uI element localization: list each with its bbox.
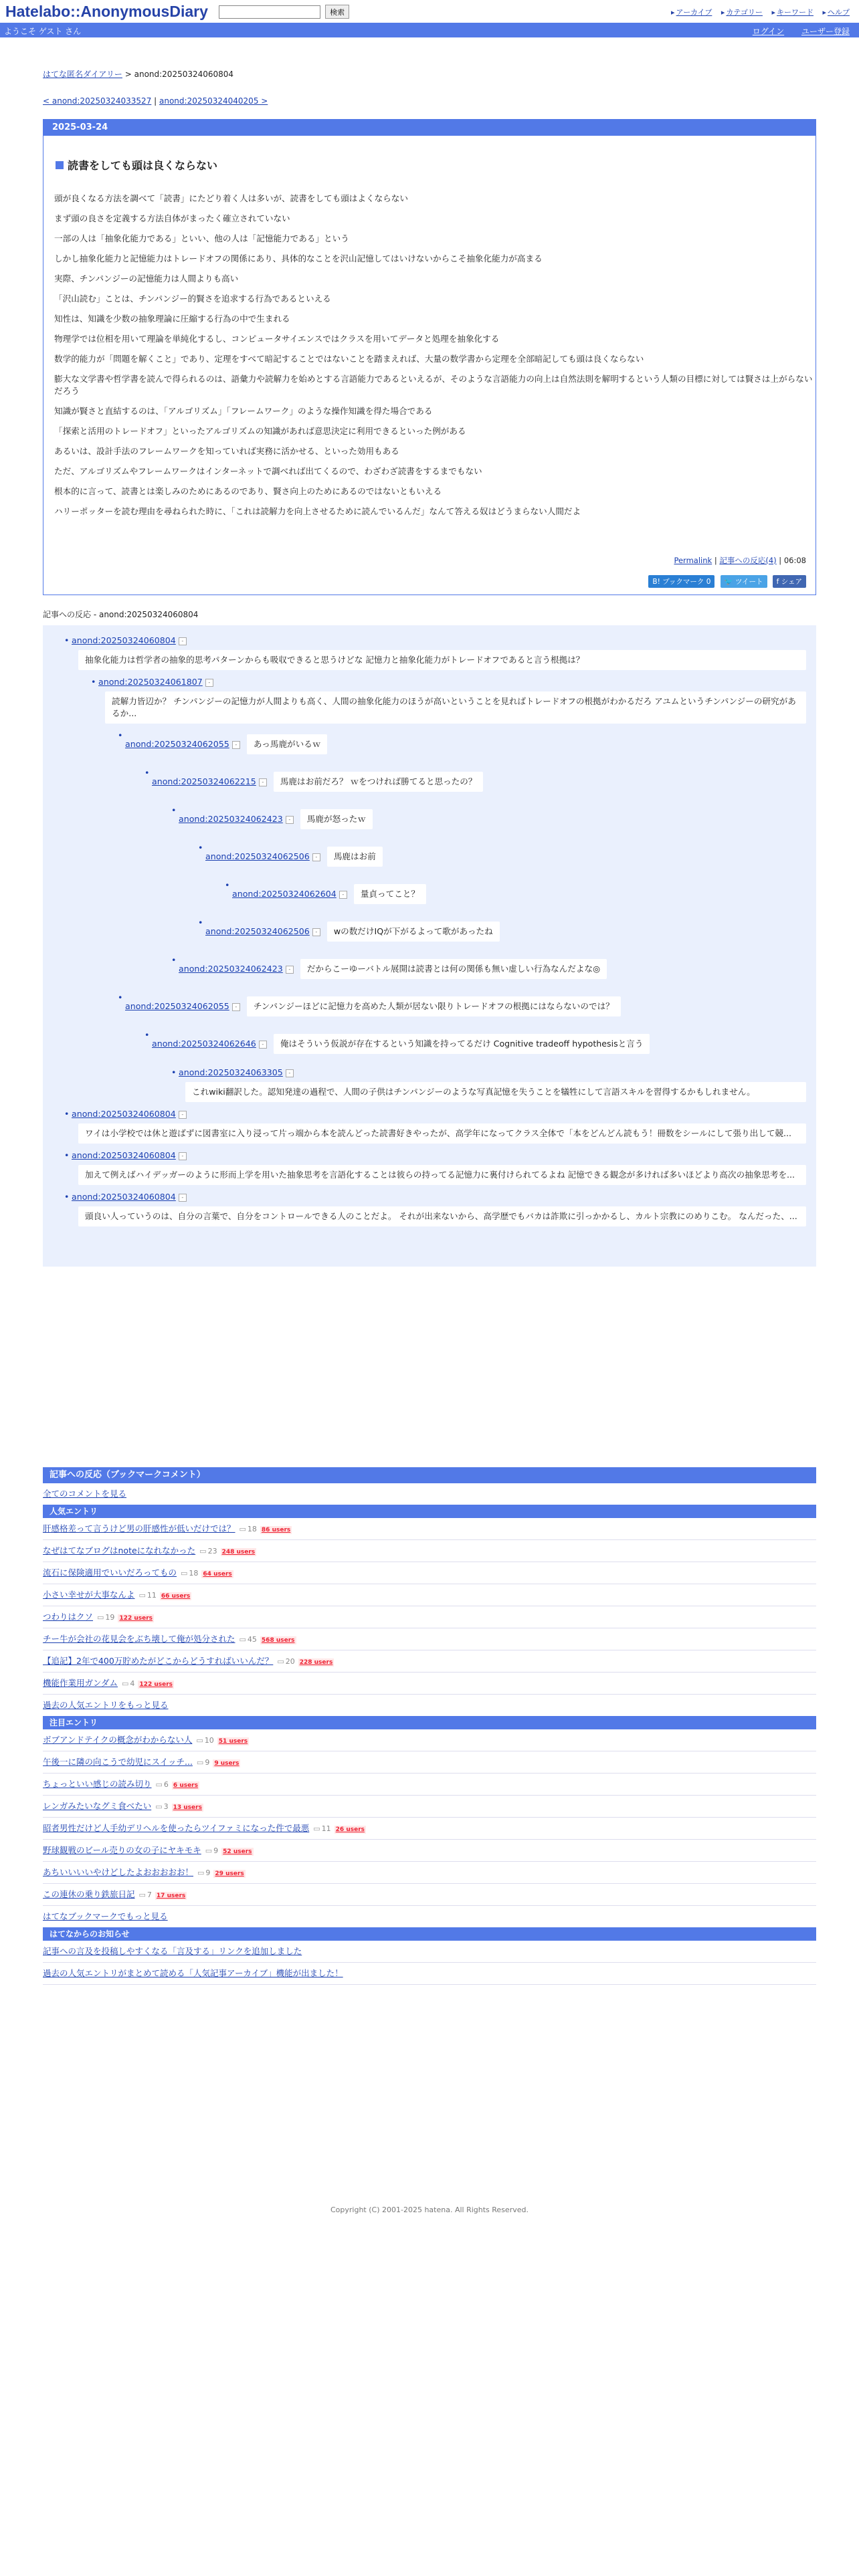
entry-row <box>43 1884 816 1906</box>
user-bar <box>0 23 859 37</box>
article-date: 2025-03-24 <box>43 120 816 136</box>
top-bar <box>0 0 859 23</box>
entry-row <box>43 1540 816 1562</box>
article <box>43 119 816 595</box>
prev-entry-link[interactable]: < anond:20250324033527 <box>43 96 152 106</box>
keyword-link[interactable]: ▸ キーワード <box>771 8 814 17</box>
comment-count: ▭ 9 <box>205 1840 218 1862</box>
popular-more-link[interactable]: 過去の人気エントリをもっと見る <box>43 1700 169 1710</box>
bookmark-users-badge[interactable]: 6 users <box>173 1782 198 1789</box>
reaction-section <box>43 609 859 620</box>
reaction-node <box>72 1192 806 1226</box>
reaction-link[interactable]: • anond:20250324061807 <box>98 677 203 687</box>
reaction-link[interactable]: • anond:20250324060804 <box>72 1192 176 1202</box>
facebook-share-button[interactable] <box>773 575 806 588</box>
permalink[interactable]: Permalink <box>674 556 712 565</box>
news-row <box>43 1941 816 1963</box>
reaction-excerpt: チンパンジーほどに記憶力を高めた人類が居ない限りトレードオフの根拠にはならないのでは？ <box>247 996 621 1016</box>
entry-row <box>43 1774 816 1796</box>
popular-list <box>43 1518 816 1695</box>
comment-count: ▭ 11 <box>313 1818 330 1840</box>
bookmark-users-badge[interactable]: 26 users <box>335 1826 365 1833</box>
reactions-link[interactable]: 記事への反応(4) <box>719 556 777 565</box>
entry-title-link[interactable]: 【追記】2年で400万貯めたがどこからどうすればいいんだ？ <box>43 1656 274 1666</box>
comment-count: ▭ 10 <box>196 1730 213 1751</box>
entry-title-link[interactable]: 昭者男性だけど人手幼デリヘルを使ったらツイファミになった件で最悪 <box>43 1823 310 1833</box>
comment-count: ▭ 6 <box>156 1774 169 1796</box>
reaction-node <box>152 1030 806 1061</box>
comment-count: ▭ 9 <box>197 1862 210 1884</box>
register-link[interactable]: ユーザー登録 <box>801 27 850 36</box>
bookmark-users-badge[interactable]: 64 users <box>203 1571 232 1578</box>
news-link[interactable]: 記事への言及を投稿しやすくなる「言及する」リンクを追加しました <box>43 1946 302 1956</box>
reaction-excerpt: だからこーゆーバトル展開は読書とは何の関係も無い虚しい行為なんだよな◎ <box>300 959 607 979</box>
entry-row <box>43 1862 816 1884</box>
bookmark-users-badge[interactable]: 86 users <box>261 1527 291 1533</box>
article-paragraph: しかし抽象化能力と記憶能力はトレードオフの関係にあり、具体的なことを沢山記憶してはいけないからこそ抽象化能力が高まる <box>54 253 543 263</box>
comment-count: ▭ 4 <box>122 1673 134 1695</box>
collapse-toggle-icon[interactable]: - <box>232 1003 240 1011</box>
collapse-toggle-icon[interactable]: - <box>179 637 187 645</box>
article-paragraph: 「探索と活用のトレードオフ」といったアルゴリズムの知識があれば意思決定に利用できるといった例がある <box>54 426 466 436</box>
reaction-link[interactable]: • anond:20250324062604 <box>232 889 337 899</box>
reaction-link[interactable]: • anond:20250324062055 <box>125 1001 229 1011</box>
collapse-toggle-icon[interactable]: - <box>259 778 267 786</box>
breadcrumb-sep: > <box>122 70 134 79</box>
collapse-toggle-icon[interactable]: - <box>179 1194 187 1202</box>
article-paragraph: 一部の人は「抽象化能力である」といい、他の人は「記憶能力である」という <box>54 233 349 243</box>
collapse-toggle-icon[interactable]: - <box>286 816 294 824</box>
reaction-excerpt: ワイは小学校では休と遊ばずに図書室に入り浸って片っ端から本を読んどった読書好きやったが、高学年になってクラス全体で「本をどんどん読もう！冊数をシールにして張り出して競... <box>78 1123 806 1144</box>
welcome-text: ようこそ ゲスト さん <box>4 27 82 36</box>
sidebar-sections <box>43 1467 816 1985</box>
reaction-link[interactable]: • anond:20250324062646 <box>152 1039 256 1049</box>
comment-count: ▭ 23 <box>199 1541 217 1562</box>
bookmark-users-badge[interactable]: 228 users <box>299 1659 333 1666</box>
entry-title-link[interactable]: この連休の乗り鉄旅日記 <box>43 1889 135 1899</box>
reaction-excerpt: 抽象化能力は哲学者の抽象的思考パターンからも吸収できると思うけどな 記憶力と抽象化能力がトレードオフであると言う根拠は？ <box>78 650 806 670</box>
reaction-excerpt: 馬鹿が怒ったｗ <box>300 809 373 829</box>
reaction-tree <box>43 625 816 1267</box>
reaction-node <box>179 955 806 986</box>
reaction-node <box>98 677 806 724</box>
comment-count: ▭ 45 <box>240 1629 257 1650</box>
reaction-excerpt: 読解力皆辺か？ チンパンジーの記憶力が人間よりも高く、人間の抽象化能力のほうが高いということを見ればトレードオフの根拠がわかるだろ アユムというチンパンジーの研究があるか... <box>105 691 806 724</box>
reaction-node <box>179 1067 806 1102</box>
reaction-node <box>72 1150 806 1185</box>
reaction-link[interactable]: • anond:20250324062506 <box>205 926 310 936</box>
article-paragraph: 根本的に言って、読書とは楽しみのためにあるのであり、賢さ向上のためにあるのではないともいえる <box>54 486 442 496</box>
entry-row <box>43 1584 816 1606</box>
reaction-excerpt: wの数だけIQが下がるよって歌があったね <box>327 922 500 942</box>
reaction-link[interactable]: • anond:20250324060804 <box>72 635 176 645</box>
collapse-toggle-icon[interactable]: - <box>286 1069 294 1077</box>
title-square-icon <box>56 161 64 169</box>
bookmark-users-badge[interactable]: 51 users <box>218 1738 248 1745</box>
reaction-node <box>205 918 806 948</box>
reaction-link[interactable]: • anond:20250324062423 <box>179 964 283 974</box>
entry-title-link[interactable]: つわりはクソ <box>43 1612 94 1622</box>
collapse-toggle-icon[interactable]: - <box>179 1152 187 1160</box>
hatena-bookmark-button[interactable]: B! ブックマーク 0 <box>648 575 714 588</box>
collapse-toggle-icon[interactable]: - <box>312 928 320 936</box>
share-buttons <box>43 575 806 588</box>
reaction-excerpt: これwiki翻訳した。認知発達の過程で、人間の子供はチンパンジーのような写真記憶を失うことを犠牲にして言語スキルを習得するかもしれません。 <box>185 1082 806 1102</box>
entry-title-link[interactable]: 流石に保険適用でいいだろってもの <box>43 1568 177 1578</box>
site-logo[interactable]: Hatelabo::AnonymousDiary <box>5 3 208 20</box>
collapse-toggle-icon[interactable]: - <box>259 1041 267 1049</box>
collapse-toggle-icon[interactable]: - <box>339 891 347 899</box>
reaction-node <box>232 880 806 911</box>
tweet-label: ツイート <box>735 578 763 586</box>
reaction-node <box>125 992 806 1023</box>
entry-row <box>43 1650 816 1673</box>
entry-title-link[interactable]: なぜはてなブログはnoteになれなかった <box>43 1545 196 1555</box>
entry-title-link[interactable]: ちょっといい感じの読み切り <box>43 1779 152 1789</box>
bookmark-users-badge[interactable]: 66 users <box>161 1593 191 1600</box>
login-link[interactable]: ログイン <box>752 27 785 36</box>
article-paragraph: あるいは、設計手法のフレームワークを知っていれば実務に活かせる、といった効用もある <box>54 446 399 456</box>
reaction-excerpt: 馬鹿はお前 <box>327 847 383 867</box>
entry-title-link[interactable]: あちいいいいやけどしたよおおおおお！ <box>43 1867 194 1877</box>
article-time: 06:08 <box>783 556 806 565</box>
comment-count: ▭ 11 <box>139 1585 157 1606</box>
entry-title-link[interactable]: 小さい幸せが大事なんよ <box>43 1590 135 1600</box>
reaction-link[interactable]: • anond:20250324060804 <box>72 1150 176 1160</box>
reaction-node <box>205 843 806 873</box>
entry-title-link[interactable]: 午後一に隣の向こうで幼児にスイッチ... <box>43 1757 193 1767</box>
news-row <box>43 1963 816 1985</box>
entry-title-link[interactable]: レンガみたいなグミ食べたい <box>43 1801 152 1811</box>
archive-link[interactable]: ▸ アーカイブ <box>671 8 712 17</box>
collapse-toggle-icon[interactable]: - <box>286 966 294 974</box>
comment-count: ▭ 20 <box>277 1651 294 1673</box>
collapse-toggle-icon[interactable]: - <box>312 853 320 861</box>
entry-title-link[interactable]: 機能作業用ガンダム <box>43 1678 118 1688</box>
search-form <box>219 5 349 19</box>
notable-heading: 注目エントリ <box>43 1716 816 1729</box>
reaction-heading: 記事への反応 - anond:20250324060804 <box>43 610 199 619</box>
bookmark-users-badge[interactable]: 122 users <box>119 1615 153 1622</box>
article-paragraph: 知性は、知識を少数の抽象理論に圧縮する行為の中で生まれる <box>54 314 290 324</box>
bookmark-users-badge[interactable]: 9 users <box>214 1760 240 1767</box>
bookmark-users-badge[interactable]: 29 users <box>215 1870 244 1877</box>
reaction-node <box>125 730 806 761</box>
news-link[interactable]: 過去の人気エントリがまとめて読める「人気記事アーカイブ」機能が出ました！ <box>43 1968 343 1978</box>
entry-row <box>43 1818 816 1840</box>
bookmark-users-badge[interactable]: 52 users <box>223 1848 252 1855</box>
reaction-link[interactable]: • anond:20250324062506 <box>205 851 310 861</box>
reaction-link[interactable]: • anond:20250324062215 <box>152 776 256 786</box>
reaction-excerpt: あっ馬鹿がいるｗ <box>247 734 328 754</box>
collapse-toggle-icon[interactable]: - <box>232 741 240 749</box>
entry-row <box>43 1518 816 1540</box>
reaction-excerpt: 加えて例えばハイデッガーのように形而上学を用いた抽象思考を言語化することは彼らの持ってる記憶力に裏付けられてるよね 記憶できる観念が多ければ多いほどより高次の抽象思考を... <box>78 1165 806 1185</box>
reaction-node <box>152 768 806 798</box>
bookmark-users-badge[interactable]: 122 users <box>139 1681 173 1688</box>
article-body <box>54 193 816 518</box>
entry-title-link[interactable]: チー牛が会社の花見会をぶち壊して俺が処分された <box>43 1634 235 1644</box>
entry-row <box>43 1606 816 1628</box>
comment-count: ▭ 3 <box>155 1796 168 1818</box>
prev-next-nav <box>43 96 816 106</box>
breadcrumb <box>43 68 816 80</box>
comment-count: ▭ 18 <box>181 1563 198 1584</box>
facebook-icon: f <box>776 578 781 586</box>
reaction-excerpt: 量貞ってこと？ <box>354 884 426 904</box>
comment-count: ▭ 7 <box>139 1885 152 1906</box>
entry-row <box>43 1840 816 1862</box>
reaction-node <box>72 1109 806 1144</box>
main-content <box>43 68 816 595</box>
news-list <box>43 1941 816 1985</box>
bookmark-users-badge[interactable]: 568 users <box>261 1637 295 1644</box>
reaction-node <box>179 805 806 836</box>
tweet-button[interactable] <box>721 575 767 588</box>
article-paragraph: 数学的能力が「問題を解くこと」であり、定理をすべて暗記することではないことを踏まえれば、大量の数学書から定理を全部暗記しても頭は良くならない <box>54 354 644 364</box>
search-input[interactable] <box>219 5 320 19</box>
collapse-toggle-icon[interactable]: - <box>179 1111 187 1119</box>
twitter-icon: 🐦 <box>724 578 736 586</box>
entry-title-link[interactable]: 肝感格差って言うけど男の肝感性が低いだけでは？ <box>43 1523 235 1533</box>
article-paragraph: 「沢山読む」ことは、チンパンジー的賢さを追求する行為であるといえる <box>54 294 331 304</box>
entry-row <box>43 1628 816 1650</box>
comment-count: ▭ 9 <box>197 1752 209 1774</box>
search-button[interactable]: 検索 <box>325 5 349 19</box>
entry-row <box>43 1673 816 1695</box>
user-links <box>738 25 850 37</box>
article-title-text: 読書をしても頭は良くならない <box>68 159 218 172</box>
article-title <box>56 157 816 173</box>
breadcrumb-current: anond:20250324060804 <box>134 70 234 79</box>
popular-more-row <box>43 1695 816 1716</box>
article-paragraph: 頭が良くなる方法を調べて「読書」にたどり着く人は多いが、読書をしても頭はよくならない <box>54 193 408 203</box>
popular-heading: 人気エントリ <box>43 1505 816 1518</box>
notable-more-row <box>43 1906 816 1927</box>
reaction-link[interactable]: • anond:20250324062055 <box>125 739 229 749</box>
article-paragraph: 知識が賢さと直結するのは、「アルゴリズム」「フレームワーク」のような操作知識を得た場合である <box>54 406 433 416</box>
article-paragraph: 物理学では位相を用いて理論を単純化するし、コンピュータサイエンスではクラスを用いてデータと処理を抽象化する <box>54 334 500 344</box>
bookmark-users-badge[interactable]: 13 users <box>173 1804 202 1811</box>
footer: Copyright (C) 2001-2025 hatena. All Rights Reserved. <box>330 2206 529 2214</box>
notable-list <box>43 1729 816 1906</box>
all-comments-link[interactable]: 全てのコメントを見る <box>43 1489 127 1499</box>
breadcrumb-home[interactable]: はてな匿名ダイアリー <box>43 70 122 79</box>
reaction-link[interactable]: • anond:20250324060804 <box>72 1109 176 1119</box>
nav-sep: | <box>151 96 159 106</box>
top-links <box>664 7 850 17</box>
reaction-link[interactable]: • anond:20250324062423 <box>179 814 283 824</box>
reaction-link[interactable]: • anond:20250324063305 <box>179 1067 283 1077</box>
next-entry-link[interactable]: anond:20250324040205 > <box>159 96 268 106</box>
all-comments-row <box>43 1483 816 1505</box>
entry-title-link[interactable]: ボブアンドテイクの概念がわからない人 <box>43 1735 193 1745</box>
article-paragraph: 膨大な文学書や哲学書を読んで得られるのは、語彙力や読解力を始めとする言語能力であるといえるが、そのような言語能力の向上は自然法則を解明するという人類の目標に対しては賢さは上がらないだろう <box>54 374 813 396</box>
article-meta: Permalink | 記事への反応(4) | 06:08 <box>674 556 806 565</box>
bookmark-users-badge[interactable]: 248 users <box>221 1549 256 1555</box>
collapse-toggle-icon[interactable]: - <box>205 679 213 687</box>
entry-row <box>43 1562 816 1584</box>
reaction-tree-wrap <box>43 625 816 2214</box>
reaction-excerpt: 俺はそういう仮説が存在するという知識を持ってるだけ Cognitive tradeoff hypothesisと言う <box>274 1034 650 1054</box>
entry-row <box>43 1751 816 1774</box>
news-heading: はてなからのお知らせ <box>43 1927 816 1941</box>
entry-row <box>43 1729 816 1751</box>
bookmark-comments-heading: 記事への反応（ブックマークコメント） <box>43 1467 816 1483</box>
article-paragraph: 実際、チンパンジーの記憶能力は人間よりも高い <box>54 274 239 284</box>
article-paragraph: まず頭の良さを定義する方法自体がまったく確立されていない <box>54 213 290 223</box>
entry-title-link[interactable]: 野球観戦のビール売りの女の子にヤキモキ <box>43 1845 201 1855</box>
comment-count: ▭ 19 <box>97 1607 114 1628</box>
article-paragraph: ハリーポッターを読む理由を尋ねられた時に、「これは読解力を向上させるために読んでいるんだ」なんて答える奴はどうまらない人間だよ <box>54 506 581 516</box>
entry-row <box>43 1796 816 1818</box>
bookmark-users-badge[interactable]: 17 users <box>156 1893 186 1899</box>
reaction-excerpt: 馬鹿はお前だろ？ ｗをつければ勝てると思ったの？ <box>274 772 484 792</box>
article-paragraph: ただ、アルゴリズムやフレームワークはインターネットで調べれば出てくるので、わざわざ読書をするまでもない <box>54 466 482 476</box>
reaction-node <box>72 635 806 670</box>
comment-count: ▭ 18 <box>240 1519 257 1540</box>
reaction-excerpt: 頭良い人っていうのは、自分の言葉で、自分をコントロールできる人のことだよ。 それが出来ないから、高学歴でもバカは詐欺に引っかかるし、カルト宗教にのめりこむ。 なんだった、... <box>78 1206 806 1226</box>
facebook-label: シェア <box>781 578 802 586</box>
notable-more-link[interactable]: はてなブックマークでもっと見る <box>43 1911 168 1921</box>
help-link[interactable]: ▸ ヘルプ <box>822 8 850 17</box>
category-link[interactable]: ▸ カテゴリー <box>721 8 763 17</box>
